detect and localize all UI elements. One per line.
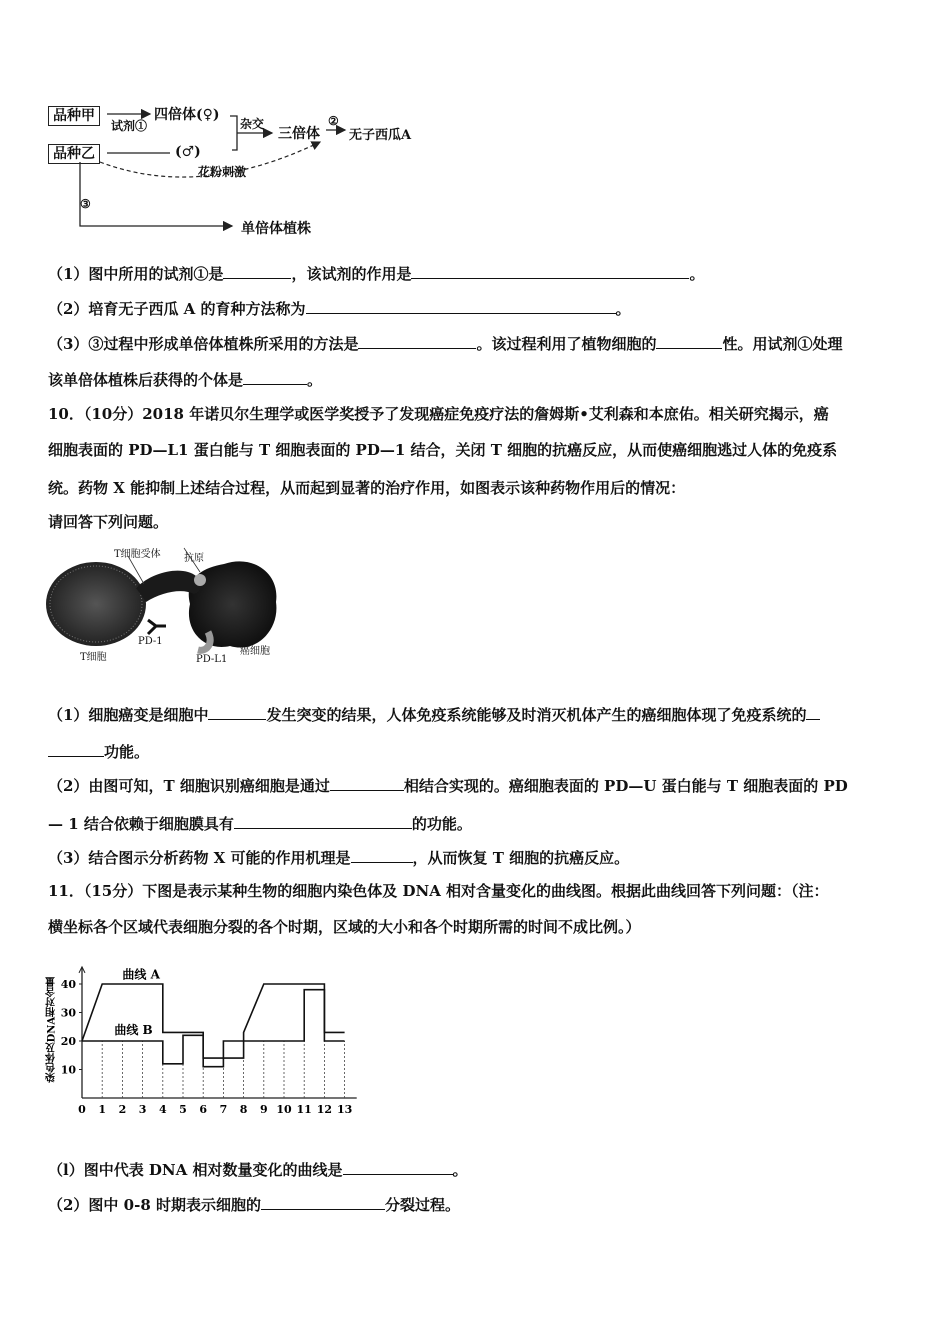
q10-stem-line3: 统。药物 X 能抑制上述结合过程，从而起到显著的治疗作用，如图表示该种药物作用后的情况：: [48, 479, 686, 497]
x-tick-label: 5: [179, 1103, 187, 1116]
x-tick-label: 7: [219, 1103, 228, 1116]
q10-part1: （1）细胞癌变是细胞中 发生突变的结果，人体免疫系统能够及时消灭机体产生的癌细胞体现了免疫系统的: [48, 703, 908, 725]
q11-stem-line2: 横坐标各个区域代表细胞分裂的各个时期，区域的大小和各个时期所需的时间不成比例。）: [48, 918, 641, 936]
q10-stem-line1: 10．（10分）2018 年诺贝尔生理学或医学奖授予了发现癌症免疫疗法的詹姆斯•艾利森和本庶佑。相关研究揭示，癌: [48, 405, 829, 423]
y-tick-label: 30: [60, 1006, 76, 1020]
q10-stem-line4: 请回答下列问题。: [48, 513, 169, 531]
q11-part2: （2）图中 0-8 时期表示细胞的 分裂过程。: [48, 1193, 908, 1215]
curve-a-label: 曲线 A: [122, 967, 160, 982]
q11-part1: （l）图中代表 DNA 相对数量变化的曲线是 。: [48, 1158, 908, 1180]
y-tick-label: 40: [60, 978, 76, 991]
curve-b-label: 曲线 B: [114, 1022, 153, 1037]
label-antigen: 抗原: [184, 553, 204, 564]
tetraploid-label: 四倍体(♀): [154, 107, 220, 123]
cross-label: 杂交: [240, 117, 265, 131]
male-label: (♂): [175, 144, 201, 160]
step2-label: ②: [328, 114, 339, 128]
triploid-label: 三倍体: [278, 126, 320, 142]
x-tick-label: 0: [78, 1103, 86, 1116]
label-pdl1: PD-L1: [196, 654, 228, 665]
haploid-label: 单倍体植株: [241, 221, 311, 237]
pd1-shape: [148, 620, 166, 634]
y-tick-label: 10: [60, 1063, 76, 1077]
label-pd1: PD-1: [138, 636, 163, 647]
x-tick-label: 4: [158, 1103, 167, 1116]
t-cell-shape: [46, 562, 146, 646]
q10-part3: （3）结合图示分析药物 X 可能的作用机理是 ，从而恢复 T 细胞的抗癌反应。: [48, 846, 908, 868]
x-tick-label: 12: [316, 1103, 333, 1116]
x-tick-label: 13: [336, 1103, 353, 1116]
chromosome-dna-chart: [40, 948, 370, 1120]
step3-label: ③: [80, 197, 91, 211]
x-tick-label: 8: [239, 1103, 248, 1116]
variety-b-box: 品种乙: [48, 144, 100, 164]
label-cancer-cell: 癌细胞: [240, 646, 270, 657]
x-tick-label: 1: [98, 1103, 107, 1116]
x-tick-label: 10: [276, 1103, 292, 1116]
x-tick-label: 9: [259, 1103, 268, 1116]
q11-stem-line1: 11．（15分）下图是表示某种生物的细胞内染色体及 DNA 相对含量变化的曲线图。根据此曲线回答下列问题：（注：: [48, 882, 829, 900]
pollen-label: 花粉刺激: [198, 165, 247, 179]
q9-part3: （3）③过程中形成单倍体植株所采用的方法是 。该过程利用了植物细胞的 性。用试剂①处理: [48, 332, 908, 354]
variety-a-box: 品种甲: [48, 106, 100, 126]
seedless-label: 无子西瓜A: [349, 128, 412, 143]
label-t-cell: T细胞: [80, 652, 107, 663]
label-t-receptor: T细胞受体: [114, 549, 161, 560]
q9-part1: （1）图中所用的试剂①是 ，该试剂的作用是 。: [48, 262, 908, 284]
x-tick-label: 11: [296, 1103, 312, 1116]
q10-part2-cont: — 1 结合依赖于细胞膜具有 的功能。: [48, 812, 908, 834]
y-tick-label: 20: [60, 1035, 76, 1048]
q10-stem-line2: 细胞表面的 PD—L1 蛋白能与 T 细胞表面的 PD—1 结合，关闭 T 细胞的抗癌反应，从而使癌细胞逃过人体的免疫系: [48, 441, 838, 459]
curve-a: [82, 984, 345, 1058]
x-tick-label: 6: [199, 1103, 208, 1116]
q9-part2: （2）培育无子西瓜 A 的育种方法称为 。: [48, 297, 908, 319]
x-tick-label: 2: [118, 1103, 127, 1116]
q10-part1-cont: 功能。: [48, 740, 908, 762]
x-tick-label: 3: [138, 1103, 147, 1116]
y-axis-label: 染色体及DNA相对含量: [46, 976, 58, 1083]
q10-part2: （2）由图可知，T 细胞识别癌细胞是通过 相结合实现的。癌细胞表面的 PD—U 蛋白能与 T 细胞表面的 PD: [48, 774, 908, 796]
antigen-shape: [194, 574, 206, 586]
reagent-label: 试剂①: [111, 119, 148, 133]
q9-part3-cont: 该单倍体植株后获得的个体是 。: [48, 368, 908, 390]
